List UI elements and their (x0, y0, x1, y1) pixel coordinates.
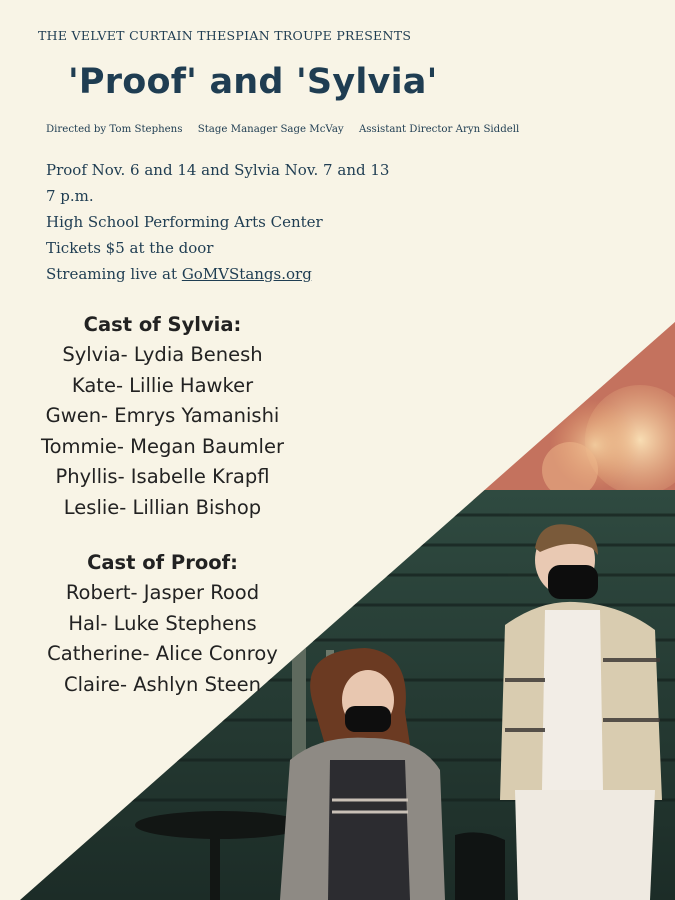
cast-member: Kate- Lillie Hawker (71, 373, 254, 397)
cast-member: Hal- Luke Stephens (68, 611, 257, 635)
cast-member: Leslie- Lillian Bishop (63, 495, 262, 519)
show-dates: Proof Nov. 6 and 14 and Sylvia Nov. 7 and 13 (46, 161, 390, 179)
cast-sylvia (0, 310, 325, 523)
stream-prefix: Streaming live at (46, 265, 182, 283)
cast-sylvia-heading: Cast of Sylvia: (83, 313, 242, 336)
cast-member: Phyllis- Isabelle Krapfl (55, 465, 270, 488)
cast-member: Gwen- Emrys Yamanishi (45, 404, 280, 427)
ticket-info: Tickets $5 at the door (46, 239, 214, 257)
cast-member: Claire- Ashlyn Steen (64, 672, 261, 696)
cast-member: Sylvia- Lydia Benesh (62, 343, 263, 366)
show-info (46, 157, 389, 287)
show-time: 7 p.m. (46, 187, 94, 205)
cast-member: Catherine- Alice Conroy (47, 642, 278, 665)
cast-member: Robert- Jasper Rood (65, 581, 260, 604)
cast-proof (0, 548, 325, 700)
stream-info (46, 261, 389, 287)
stage-manager-credit: Stage Manager Sage McVay (197, 124, 344, 135)
assistant-director-credit: Assistant Director Aryn Siddell (358, 124, 520, 135)
cast-proof-heading: Cast of Proof: (87, 551, 238, 574)
presenter-line: THE VELVET CURTAIN THESPIAN TROUPE PRESENTS (38, 28, 412, 43)
poster-title: 'Proof' and 'Sylvia' (68, 62, 438, 102)
show-venue: High School Performing Arts Center (46, 213, 323, 231)
cast-member: Tommie- Megan Baumler (41, 434, 284, 458)
director-credit: Directed by Tom Stephens (46, 124, 183, 135)
credits-line (46, 124, 666, 135)
stream-link[interactable]: GoMVStangs.org (181, 265, 312, 283)
